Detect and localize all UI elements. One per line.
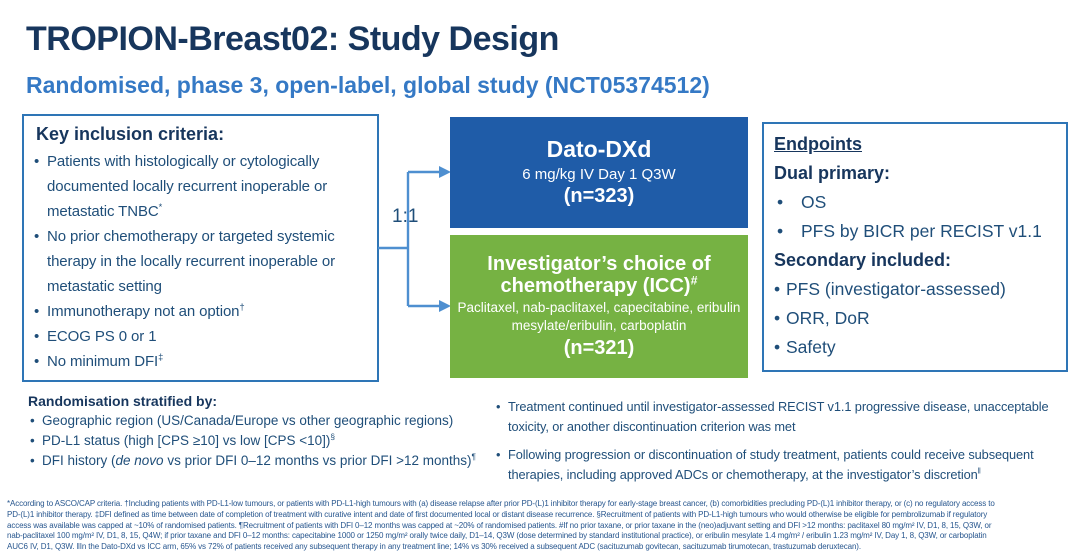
icc-arm-box [450,235,748,378]
endpoint-item: • ORR, DoR [774,304,1056,333]
dual-primary-label: Dual primary: [774,163,891,183]
treatment-notes-section [494,397,1076,493]
inclusion-bullet: • Patients with histologically or cytologically documented locally recurrent inoperable or metastatic TNBC* [34,149,369,224]
icc-arm-n: (n=321) [563,336,635,359]
stratification-list [28,411,498,471]
stratification-bullet: • PD-L1 status (high [CPS ≥10] vs low [CPS <10])§ [28,431,498,451]
treatment-notes-list [494,397,1076,485]
stratification-bullet: • DFI history (de novo vs prior DFI 0–12 months vs prior DFI >12 months)¶ [28,451,498,471]
dato-arm-n: (n=323) [563,184,635,207]
inclusion-bullet: • Immunotherapy not an option† [34,299,369,324]
footnote-line: access was available was capped at ~10% of randomised patients. ¶Recruitment of patients with DFI 0–12 months was capped at ~20% of randomised patients. #If no prior taxane, or prior taxane in the (neo)adjuvant setting and DFI >12 months: paclitaxel 80 mg/m² IV, D1, 8, 15, Q3W, or [7,520,992,530]
secondary-list [774,275,1056,362]
page-subtitle: Randomised, phase 3, open-label, global study (NCT05374512) [26,72,710,98]
branch-arrows-icon [378,160,454,318]
dato-arm-title: Dato-DXd [546,136,652,163]
treatment-note: • Treatment continued until investigator-assessed RECIST v1.1 progressive disease, unacceptable toxicity, or another discontinuation criterion was met [494,397,1076,437]
endpoint-item: • Safety [774,333,1056,362]
stratification-section [28,391,498,471]
icc-arm-drugs: Paclitaxel, nab-paclitaxel, capecitabine, eribulin mesylate/eribulin, carboplatin [457,300,741,333]
stratification-bullet: • Geographic region (US/Canada/Europe vs other geographic regions) [28,411,498,431]
footnote-line: nab-paclitaxel 100 mg/m² IV, D1, 8, 15, Q4W; if prior taxane and DFI 0–12 months: capecitabine 1000 or 1250 mg/m² orally twice daily, D1–14, Q3W (dose determined by standard institutional practice), or eribulin mesylate 1.4 mg/m² / eribulin 1.23 mg/m² IV, Day 1, 8, Q3W, or carboplatin [7,531,987,541]
inclusion-bullet: • No minimum DFI‡ [34,349,369,374]
secondary-label: Secondary included: [774,250,952,270]
icc-arm-title: Investigator’s choice of chemotherapy (ICC)# [487,253,711,298]
endpoint-item: • PFS by BICR per RECIST v1.1 [774,217,1056,246]
endpoints-heading: Endpoints [774,134,862,154]
randomisation-ratio-label: 1:1 [392,206,419,227]
dato-dxd-arm-box [450,117,748,228]
footnote-line: *According to ASCO/CAP criteria. †Including patients with PD-L1-low tumours, or patients with PD-L1-high tumours with (a) disease relapse after prior PD-(L)1 inhibitor therapy for early-stage breast cancer, (b) comorbidities precluding PD-(L)1 inhibitor therapy, or (c) no regulatory access to [7,499,995,508]
inclusion-bullet: • No prior chemotherapy or targeted systemic therapy in the locally recurrent inoperable or metastatic setting [34,224,369,299]
dato-arm-dose: 6 mg/kg IV Day 1 Q3W [522,165,676,183]
endpoint-item: • PFS (investigator-assessed) [774,275,1056,304]
inclusion-heading: Key inclusion criteria: [36,124,225,144]
footnote-line: AUC6 IV, D1, Q3W. ‖In the Dato-DXd vs ICC arm, 65% vs 72% of patients received any subsequent therapy in any treatment line; 14% vs 30% received a subsequent ADC (sacituzumab govitecan, sacituzumab tirumotecan, trastuzumab deruxtecan). [7,542,861,552]
inclusion-bullet: • ECOG PS 0 or 1 [34,324,369,349]
dual-primary-list [774,188,1056,246]
endpoints-box [762,122,1068,372]
treatment-note: • Following progression or discontinuation of study treatment, patients could receive subsequent therapies, including approved ADCs or chemotherapy, at the investigator’s discretion‖ [494,445,1076,485]
inclusion-list [34,149,369,374]
endpoint-item: • OS [774,188,1056,217]
stratification-heading: Randomisation stratified by: [28,393,218,409]
footnotes [7,499,1077,553]
page-title: TROPION-Breast02: Study Design [26,20,559,58]
footnote-line: PD-(L)1 inhibitor therapy. ‡DFI defined as time between date of completion of treatment with curative intent and date of first documented local or distant disease recurrence. §Recruitment of patients with PD-L1-high tumours who would otherwise be eligible for pembrolizumab if regulatory [7,509,988,519]
inclusion-criteria-box [22,114,379,382]
